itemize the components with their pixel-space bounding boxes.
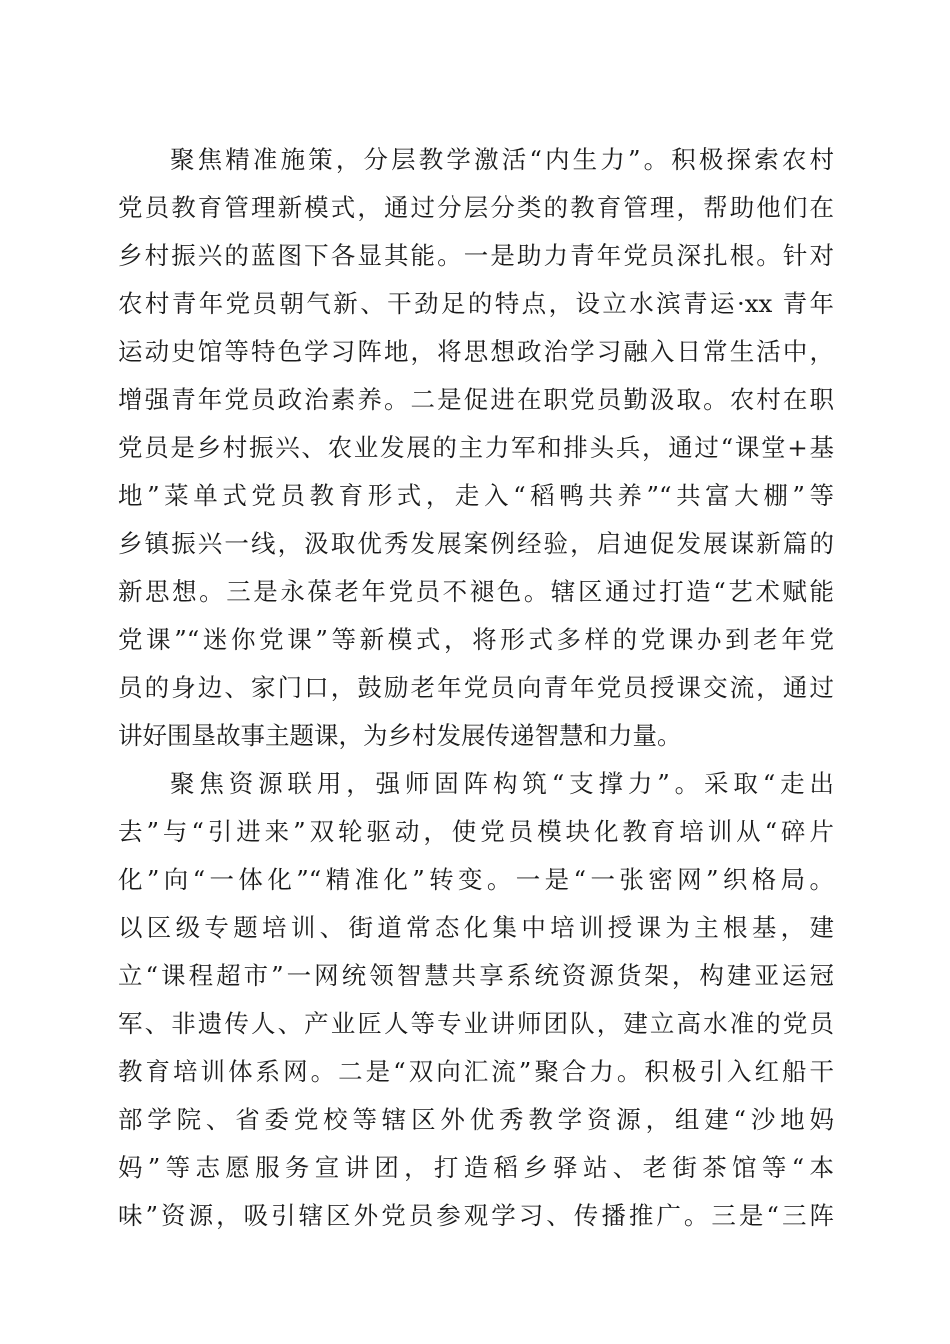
text-line: 化”向“一体化”“精准化”转变。一是“一张密网”织格局。 <box>118 865 834 894</box>
text-line: 教育培训体系网。二是“双向汇流”聚合力。积极引入红船干 <box>118 1057 834 1086</box>
text-line: 以区级专题培训、街道常态化集中培训授课为主根基，建 <box>118 913 834 942</box>
text-line: 农村青年党员朝气新、干劲足的特点，设立水滨青运·xx 青年 <box>118 289 834 318</box>
text-line: 运动史馆等特色学习阵地，将思想政治学习融入日常生活中， <box>118 337 834 366</box>
text-line: 讲好围垦故事主题课，为乡村发展传递智慧和力量。 <box>118 721 682 750</box>
text-line: 乡村振兴的蓝图下各显其能。一是助力青年党员深扎根。针对 <box>118 241 834 270</box>
text-line: 乡镇振兴一线，汲取优秀发展案例经验，启迪促发展谋新篇的 <box>118 529 834 558</box>
text-line: 聚焦资源联用，强师固阵构筑“支撑力”。采取“走出 <box>170 769 834 798</box>
text-line: 新思想。三是永葆老年党员不褪色。辖区通过打造“艺术赋能 <box>118 577 834 606</box>
text-line: 味”资源，吸引辖区外党员参观学习、传播推广。三是“三阵 <box>118 1201 834 1230</box>
text-line: 妈”等志愿服务宣讲团，打造稻乡驿站、老街茶馆等“本 <box>118 1153 834 1182</box>
text-line: 部学院、省委党校等辖区外优秀教学资源，组建“沙地妈 <box>118 1105 834 1134</box>
text-line: 党员教育管理新模式，通过分层分类的教育管理，帮助他们在 <box>118 193 834 222</box>
text-line: 聚焦精准施策，分层教学激活“内生力”。积极探索农村 <box>170 145 834 174</box>
text-line: 去”与“引进来”双轮驱动，使党员模块化教育培训从“碎片 <box>118 817 834 846</box>
text-line: 增强青年党员政治素养。二是促进在职党员勤汲取。农村在职 <box>118 385 834 414</box>
text-line: 党课”“迷你党课”等新模式，将形式多样的党课办到老年党 <box>118 625 834 654</box>
text-line: 军、非遗传人、产业匠人等专业讲师团队，建立高水准的党员 <box>118 1009 834 1038</box>
text-line: 地”菜单式党员教育形式，走入“稻鸭共养”“共富大棚”等 <box>118 481 834 510</box>
text-line: 员的身边、家门口，鼓励老年党员向青年党员授课交流，通过 <box>118 673 834 702</box>
text-line: 立“课程超市”一网统领智慧共享系统资源货架，构建亚运冠 <box>118 961 834 990</box>
text-line: 党员是乡村振兴、农业发展的主力军和排头兵，通过“课堂+基 <box>118 433 834 462</box>
